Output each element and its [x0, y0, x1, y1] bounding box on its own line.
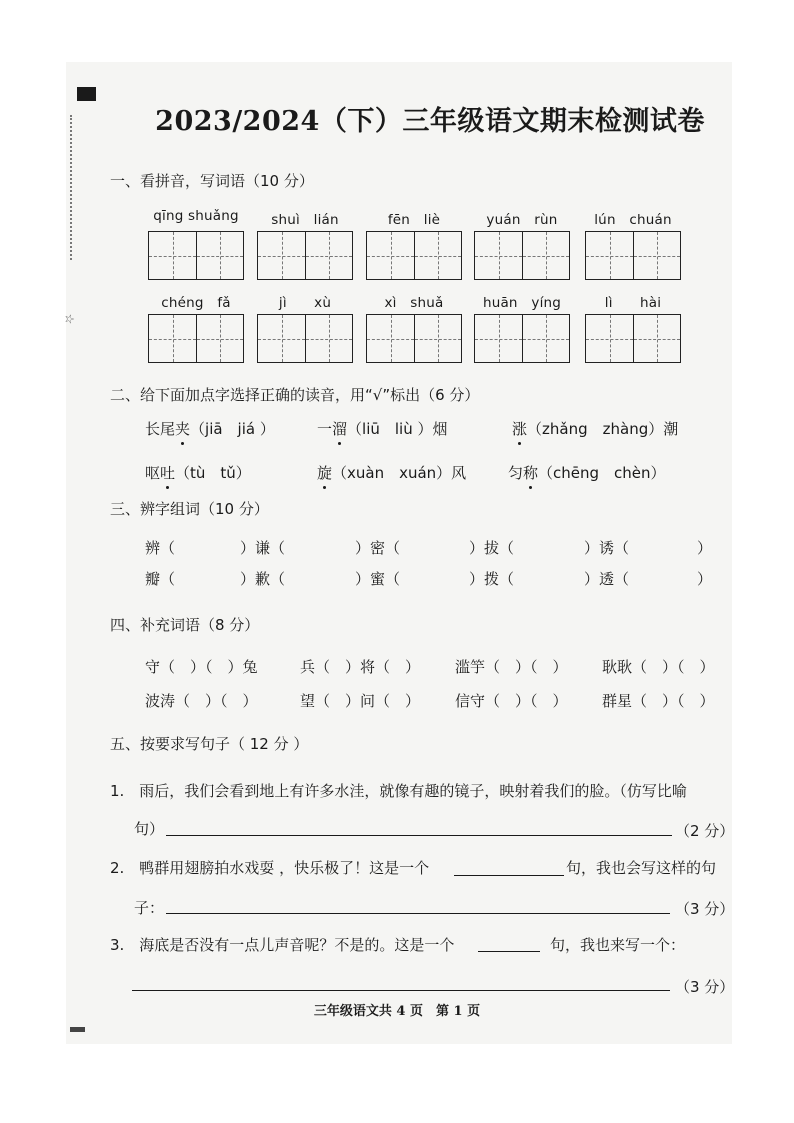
- section-3-heading: 三、辨字组词（10 分）: [110, 500, 269, 518]
- tianzige-box[interactable]: [148, 231, 244, 280]
- tianzige-box[interactable]: [257, 314, 353, 363]
- tianzige-box[interactable]: [585, 314, 681, 363]
- pinyin-label: fēn liè: [387, 212, 441, 228]
- pinyin-label: lún chuán: [594, 212, 672, 228]
- pinyin-label: lì hài: [604, 295, 662, 311]
- corner-registration-mark: [77, 87, 96, 101]
- word-box-4: [474, 208, 570, 280]
- compound-blank[interactable]: ）谦（: [240, 539, 286, 557]
- question-1-text: 1. 雨后，我们会看到地上有许多水洼，就像有趣的镜子，映射着我们的脸。（仿写比喻: [110, 782, 687, 800]
- question-1-continued: 句）: [134, 820, 165, 838]
- idiom-blank[interactable]: 波涛（ ）（ ）: [145, 692, 258, 710]
- pronunciation-options[interactable]: （chēng chèn）: [538, 464, 666, 482]
- question-2-text: 2. 鸭群用翅膀拍水戏耍 ，快乐极了！这是一个: [110, 859, 430, 877]
- bottom-registration-mark: [70, 1027, 85, 1032]
- compound-blank-end: ）: [697, 539, 713, 557]
- answer-line-2[interactable]: [166, 913, 670, 914]
- question-2-text-cont: 句，我也会写这样的句: [566, 859, 717, 877]
- section-2-heading: 二、给下面加点字选择正确的读音，用“√”标出（6 分）: [110, 386, 480, 404]
- answer-line-3[interactable]: [132, 990, 670, 991]
- pronunciation-options[interactable]: （tù tǔ）: [175, 464, 251, 482]
- tianzige-box[interactable]: [148, 314, 244, 363]
- dotted-char: 吐: [160, 464, 176, 482]
- section-1-heading: 一、看拼音，写词语（10 分）: [110, 172, 314, 190]
- section-5-heading: 五、按要求写句子（ 12 分 ）: [110, 735, 309, 753]
- pronunciation-options[interactable]: （xuàn xuán）风: [332, 464, 467, 482]
- word-box-5: [585, 208, 681, 280]
- tianzige-box[interactable]: [474, 231, 570, 280]
- word-box-2: [257, 208, 353, 280]
- pronunciation-item[interactable]: [145, 462, 251, 483]
- word-box-6: [148, 291, 244, 363]
- section-4-heading: 四、补充词语（8 分）: [110, 616, 260, 634]
- pinyin-label: xì shuǎ: [384, 295, 444, 311]
- compound-blank[interactable]: 辨（: [145, 539, 176, 557]
- pinyin-label: chéng fǎ: [161, 295, 231, 311]
- pinyin-label: huān yíng: [482, 295, 562, 311]
- word-box-9: [474, 291, 570, 363]
- word-box-1: [148, 208, 244, 280]
- tianzige-box[interactable]: [366, 231, 462, 280]
- pronunciation-item[interactable]: [317, 418, 447, 439]
- compound-blank[interactable]: ）歉（: [240, 570, 286, 588]
- word-box-7: [257, 291, 353, 363]
- pronunciation-item[interactable]: [512, 418, 678, 439]
- pronunciation-item[interactable]: [145, 418, 275, 439]
- page-title: 2023/2024（下）三年级语文期末检测试卷: [155, 106, 705, 137]
- word-box-3: [366, 208, 462, 280]
- sentence-type-blank-3[interactable]: [478, 951, 540, 952]
- question-3-text: 3. 海底是否没有一点儿声音呢？不是的。这是一个: [110, 936, 455, 954]
- dotted-char: 旋: [317, 464, 333, 482]
- tianzige-box[interactable]: [474, 314, 570, 363]
- word-box-8: [366, 291, 462, 363]
- side-mark: ☆: [62, 313, 77, 325]
- compound-blank[interactable]: ）透（: [584, 570, 630, 588]
- pinyin-label: qīng shuǎng: [153, 208, 239, 224]
- pronunciation-options[interactable]: （liū liù ）烟: [347, 420, 448, 438]
- item-text: 长尾: [145, 420, 176, 438]
- compound-blank[interactable]: ）拨（: [469, 570, 515, 588]
- pinyin-label: yuán rùn: [486, 212, 558, 228]
- idiom-blank[interactable]: 望（ ）问（ ）: [300, 692, 421, 710]
- pinyin-label: shuì lián: [271, 212, 339, 228]
- word-box-10: [585, 291, 681, 363]
- page-footer: 三年级语文共 4 页 第 1 页: [313, 1004, 481, 1019]
- item-text: 呕: [145, 464, 161, 482]
- dotted-char: 夹: [175, 420, 191, 438]
- compound-blank[interactable]: ）蜜（: [355, 570, 401, 588]
- compound-blank[interactable]: ）诱（: [584, 539, 630, 557]
- question-3-score: （3 分）: [675, 978, 735, 996]
- question-2-continued: 子：: [134, 899, 165, 917]
- sentence-type-blank-2[interactable]: [454, 875, 564, 876]
- idiom-blank[interactable]: 守（ ）（ ）兔: [145, 658, 258, 676]
- tianzige-box[interactable]: [585, 231, 681, 280]
- idiom-blank[interactable]: 耿耿（ ）（ ）: [602, 658, 715, 676]
- dotted-char: 称: [523, 464, 539, 482]
- compound-blank[interactable]: ）拔（: [469, 539, 515, 557]
- dotted-char: 溜: [332, 420, 348, 438]
- pinyin-label: jì xù: [278, 295, 332, 311]
- compound-blank-end: ）: [697, 570, 713, 588]
- idiom-blank[interactable]: 信守（ ）（ ）: [455, 692, 568, 710]
- item-text: 一: [317, 420, 333, 438]
- compound-blank[interactable]: 瓣（: [145, 570, 176, 588]
- answer-line-1[interactable]: [166, 835, 672, 836]
- question-3-text-cont: 句，我也来写一个：: [550, 936, 686, 954]
- pronunciation-options[interactable]: （jiā jiá ）: [190, 420, 275, 438]
- binding-dotted-line: [70, 115, 72, 260]
- pronunciation-item[interactable]: [317, 462, 466, 483]
- question-1-score: （2 分）: [675, 822, 735, 840]
- compound-blank[interactable]: ）密（: [355, 539, 401, 557]
- idiom-blank[interactable]: 兵（ ）将（ ）: [300, 658, 421, 676]
- tianzige-box[interactable]: [257, 231, 353, 280]
- dotted-char: 涨: [512, 420, 528, 438]
- question-2-score: （3 分）: [675, 900, 735, 918]
- idiom-blank[interactable]: 滥竽（ ）（ ）: [455, 658, 568, 676]
- pronunciation-options[interactable]: （zhǎng zhàng）潮: [527, 420, 679, 438]
- tianzige-box[interactable]: [366, 314, 462, 363]
- pronunciation-item[interactable]: [508, 462, 666, 483]
- item-text: 匀: [508, 464, 524, 482]
- idiom-blank[interactable]: 群星（ ）（ ）: [602, 692, 715, 710]
